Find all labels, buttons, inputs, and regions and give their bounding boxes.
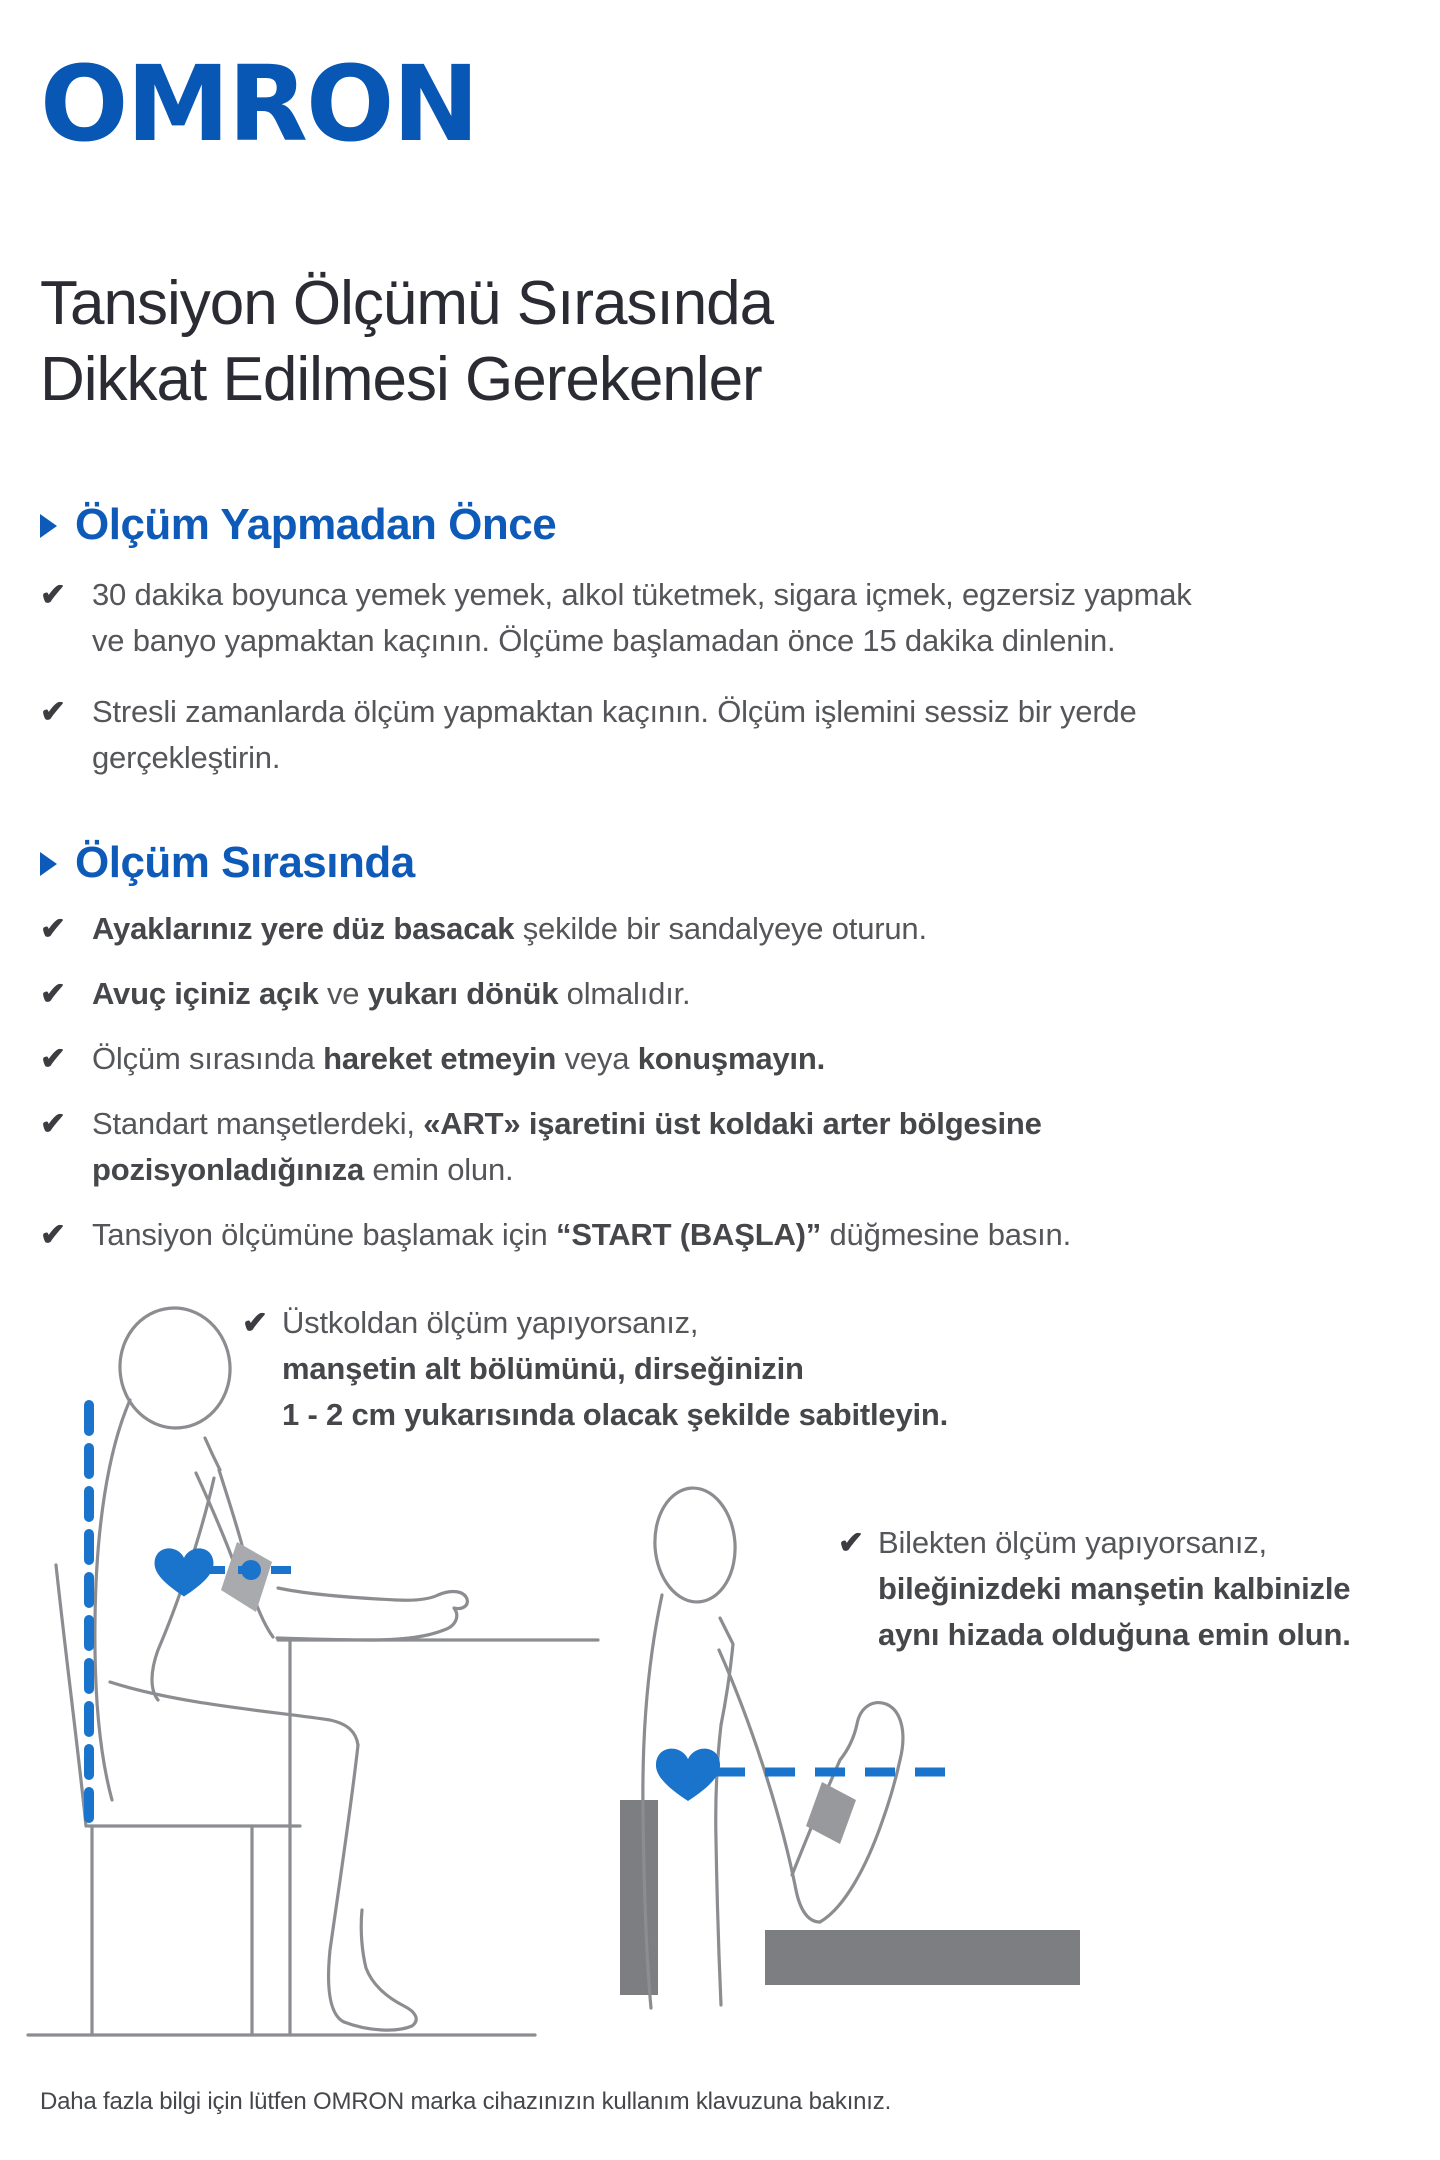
chest-outline [720,1618,733,1725]
forearm-and-hand-outline [277,1588,467,1640]
neck-front [205,1438,220,1470]
emphasis-text: Avuç içiniz açık [92,976,319,1011]
checklist-item-text [92,906,927,952]
body-text: Tansiyon ölçümüne başlamak için [92,1217,557,1252]
checklist-item [40,689,1410,781]
footer-note: Daha fazla bilgi için lütfen OMRON marka cihazınızın kullanım klavuzuna bakınız. [40,2088,892,2115]
checklist-item-text [92,689,1137,781]
figure-caption-line [282,1346,804,1392]
checklist-item-text [92,572,1192,664]
wrist-figure-caption [838,1520,1351,1658]
figure-caption-line [878,1612,1351,1658]
right-triangle-icon [40,514,57,538]
upper-arm-figure-caption [242,1300,948,1438]
arm-rest-table [765,1930,1080,1985]
checklist-during-measurement [40,906,1410,1277]
chair-back-rest [620,1800,658,1995]
section-heading-text: Ölçüm Yapmadan Önce [75,500,557,549]
checklist-item [40,1212,1410,1258]
emphasis-text: bileğinizdeki manşetin kalbinizle [878,1571,1351,1606]
check-icon: ✔ [838,1525,864,1560]
check-icon: ✔ [242,1305,268,1340]
checklist-item [40,906,1410,952]
thigh-outline [110,1682,358,1745]
figure-caption-row [242,1392,948,1438]
omron-logo: OMRON [40,43,478,165]
emphasis-text: aynı hizada olduğuna emin olun. [878,1617,1351,1652]
shin-outline [329,1745,358,2022]
body-text: olmalıdır. [558,976,691,1011]
page-title-line2: Dikkat Edilmesi Gerekenler [40,345,762,414]
check-icon: ✔ [40,1041,66,1076]
emphasis-text: pozisyonladığınıza [92,1152,364,1187]
checklist-item-text [92,971,690,1017]
body-text: Üstkoldan ölçüm yapıyorsanız, [282,1305,699,1340]
foot-outline [344,1910,416,2030]
right-triangle-icon [40,852,57,876]
upper-arm-edge [719,1650,820,1922]
emphasis-text: konuşmayın. [637,1041,825,1076]
check-icon: ✔ [40,577,66,612]
figure-caption-row [838,1520,1351,1566]
head-outline [115,1303,235,1432]
forearm-lower-edge [820,1760,900,1922]
heart-icon [155,1548,214,1596]
body-text: Bilekten ölçüm yapıyorsanız, [878,1525,1267,1560]
figure-caption-line [878,1520,1267,1566]
section-heading-during-measurement [40,838,415,888]
check-icon: ✔ [40,694,66,729]
body-text: ve banyo yapmaktan kaçının. Ölçüme başlamadan önce 15 dakika dinlenin. [92,623,1116,658]
artery-point-dot [241,1560,261,1580]
checklist-item [40,1036,1410,1082]
figure-caption-line [878,1566,1350,1612]
checklist-item-text [92,1101,1042,1193]
body-text: şekilde bir sandalyeye oturun. [514,911,927,946]
checklist-item [40,971,1410,1017]
figure-caption-line [282,1300,698,1346]
body-text: emin olun. [363,1152,514,1187]
body-text: Stresli zamanlarda ölçüm yapmaktan kaçının. Ölçüm işlemini sessiz bir yerde [92,694,1137,729]
figure-caption-row [838,1612,1351,1658]
chair-back [56,1565,86,1826]
figure-caption-row [838,1566,1351,1612]
body-text: ve [318,976,368,1011]
emphasis-text: manşetin alt bölümünü, dirseğinizin [282,1351,804,1386]
hand-outline [840,1703,903,1760]
section-heading-text: Ölçüm Sırasında [75,838,415,887]
emphasis-text: Ayaklarınız yere düz basacak [92,911,515,946]
figure-caption-row [242,1300,948,1346]
head-outline [651,1485,739,1604]
emphasis-text: “START (BAŞLA)” [556,1217,822,1252]
figure-caption-row [242,1346,948,1392]
check-icon: ✔ [40,1217,66,1252]
body-text: gerçekleştirin. [92,740,281,775]
check-icon: ✔ [40,911,66,946]
checklist-item [40,572,1410,664]
page-title-line1: Tansiyon Ölçümü Sırasında [40,269,774,338]
page-title [40,266,773,418]
checklist-before-measurement [40,572,1410,806]
checklist-item-text [92,1036,825,1082]
body-text: düğmesine basın. [821,1217,1072,1252]
body-text: Ölçüm sırasında [92,1041,324,1076]
emphasis-text: hareket etmeyin [323,1041,557,1076]
checklist-item-text [92,1212,1071,1258]
body-text: veya [556,1041,638,1076]
section-heading-before-measurement [40,500,556,550]
emphasis-text: 1 - 2 cm yukarısında olacak şekilde sabitleyin. [282,1397,949,1432]
heart-icon [656,1749,720,1801]
emphasis-text: «ART» işaretini üst koldaki arter bölgesine [423,1106,1042,1141]
wrist-cuff [806,1782,856,1844]
chair-legs [92,1826,252,2035]
checklist-item [40,1101,1410,1193]
emphasis-text: yukarı dönük [367,976,559,1011]
body-text: 30 dakika boyunca yemek yemek, alkol tüketmek, sigara içmek, egzersiz yapmak [92,577,1192,612]
back-outline [95,1400,130,1800]
check-icon: ✔ [40,976,66,1011]
check-icon: ✔ [40,1106,66,1141]
figure-caption-line [282,1392,948,1438]
body-text: Standart manşetlerdeki, [92,1106,424,1141]
